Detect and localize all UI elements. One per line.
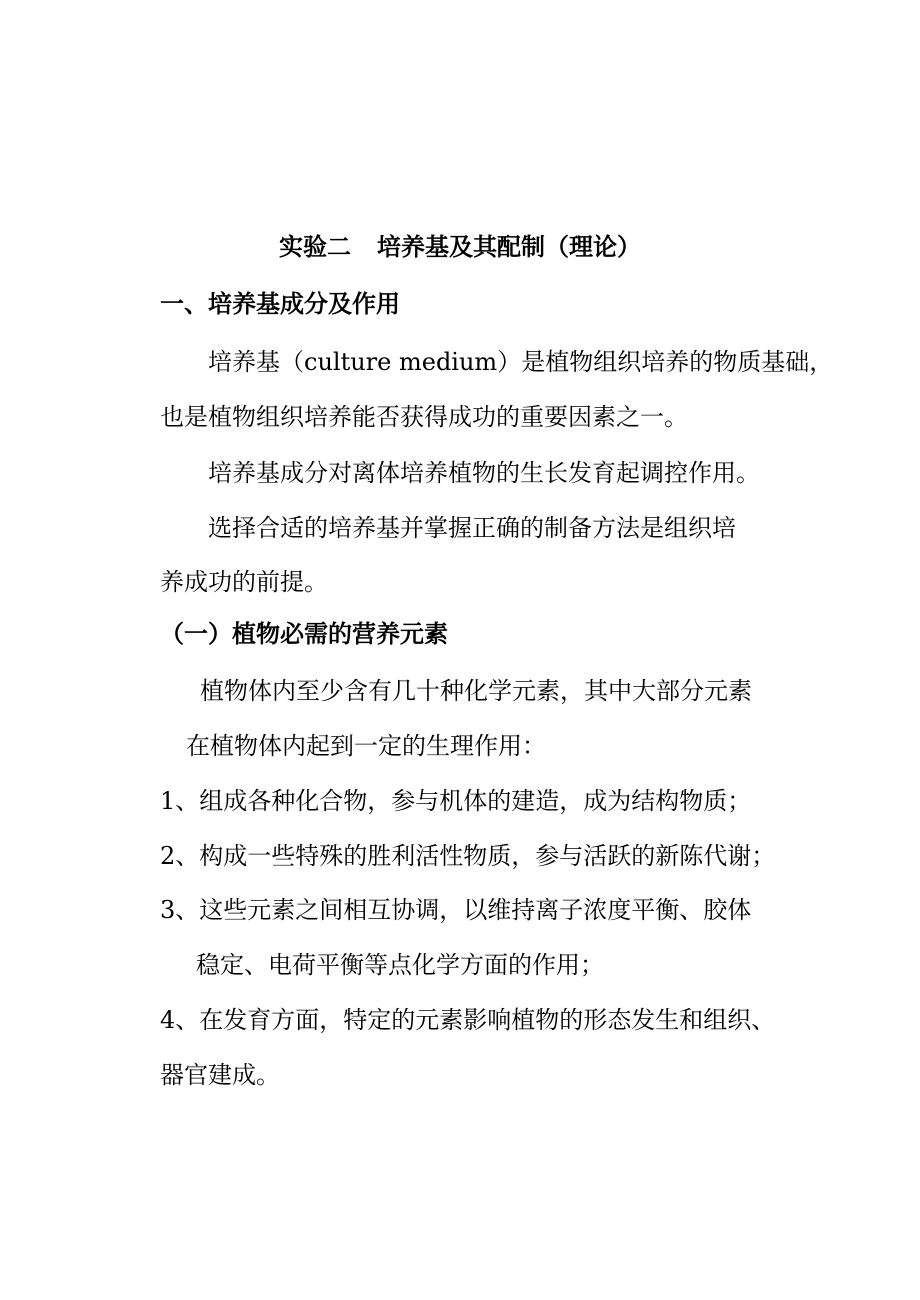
list-item-3-line-2: 稳定、电荷平衡等点化学方面的作用； <box>196 951 604 979</box>
paragraph-4-line-2: 在植物体内起到一定的生理作用： <box>186 732 546 760</box>
list-item-1: 1、组成各种化合物，参与机体的建造，成为结构物质； <box>160 787 752 815</box>
list-item-4-line-2: 器官建成。 <box>160 1061 280 1089</box>
paragraph-3-line-1: 选择合适的培养基并掌握正确的制备方法是组织培 <box>208 514 736 542</box>
subsection-heading-1: （一）植物必需的营养元素 <box>160 619 448 648</box>
paragraph-1-line-2: 也是植物组织培养能否获得成功的重要因素之一。 <box>160 403 688 431</box>
list-item-2: 2、构成一些特殊的胜利活性物质，参与活跃的新陈代谢； <box>160 842 776 870</box>
paragraph-1-line-1: 培养基（culture medium）是植物组织培养的物质基础， <box>208 348 834 376</box>
paragraph-4-line-1: 植物体内至少含有几十种化学元素，其中大部分元素 <box>200 677 752 705</box>
list-item-4-line-1: 4、在发育方面，特定的元素影响植物的形态发生和组织、 <box>160 1006 776 1034</box>
title-topic: 培养基及其配制（理论） <box>377 232 641 261</box>
list-item-3-line-1: 3、这些元素之间相互协调，以维持离子浓度平衡、胶体 <box>160 896 752 924</box>
title-experiment-number: 实验二 <box>279 232 351 261</box>
paragraph-3-line-2: 养成功的前提。 <box>160 568 328 596</box>
paragraph-2: 培养基成分对离体培养植物的生长发育起调控作用。 <box>208 459 760 487</box>
section-heading-1: 一、培养基成分及作用 <box>160 289 400 318</box>
document-title <box>0 231 920 263</box>
